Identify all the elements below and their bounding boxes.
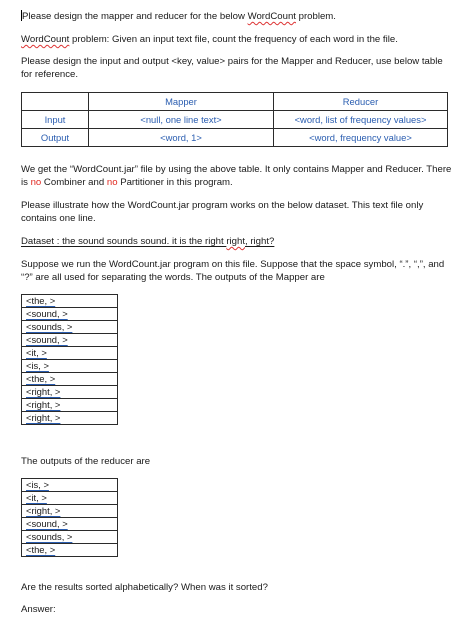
table-row: <it, >: [22, 492, 118, 505]
table-row: <is, >: [22, 360, 118, 373]
design-instructions: Please design the input and output <key, value> pairs for the Mapper and Reducer, use below table for reference.: [21, 56, 443, 80]
intro-paragraph: Please design the mapper and reducer for the below WordCount problem.: [22, 11, 336, 22]
table-header-cell: [22, 93, 89, 111]
spellcheck-word: WordCount: [21, 34, 70, 45]
table-row: <right, >: [22, 412, 118, 425]
reducer-outputs-table: [21, 478, 118, 557]
wordcount-jar-paragraph: We get the “WordCount.jar” file by using the above table. It only contains Mapper and Reducer. There is no Combiner and no Partitioner in this program.: [21, 164, 452, 188]
table-row: <sound, >: [22, 334, 118, 347]
cell-mapper-output: <word, 1>: [89, 129, 274, 147]
highlight-no: no: [106, 177, 118, 188]
table-row: <the, >: [22, 373, 118, 386]
row-label: Input: [22, 111, 89, 129]
dataset-line: Dataset : the sound sounds sound. it is the right right, right?: [21, 236, 275, 247]
table-row: <the, >: [22, 295, 118, 308]
table-row: <is, >: [22, 479, 118, 492]
table-row: <it, >: [22, 347, 118, 360]
table-row: <sound, >: [22, 308, 118, 321]
table-row: <right, >: [22, 505, 118, 518]
table-row: <sounds, >: [22, 321, 118, 334]
table-row: <right, >: [22, 399, 118, 412]
mapper-reducer-table: [21, 92, 448, 147]
dataset-label: Dataset :: [21, 236, 60, 247]
cell-reducer-output: <word, frequency value>: [274, 129, 448, 147]
table-row: <the, >: [22, 544, 118, 557]
suppose-paragraph: Suppose we run the WordCount.jar program on this file. Suppose that the space symbol, “.”, “,”, and “?” are all used for separating the words. The outputs of the Mapper are: [21, 259, 445, 283]
table-row: [22, 129, 448, 147]
problem-statement: WordCount problem: Given an input text file, count the frequency of each word in the file.: [21, 34, 398, 45]
table-row: <sound, >: [22, 518, 118, 531]
answer-label: Answer:: [21, 604, 56, 615]
table-header-mapper: Mapper: [89, 93, 274, 111]
mapper-outputs-table: [21, 294, 118, 425]
question-text: Are the results sorted alphabetically? When was it sorted?: [21, 582, 268, 593]
spellcheck-word: WordCount: [247, 11, 296, 22]
table-header-reducer: Reducer: [274, 93, 448, 111]
cell-reducer-input: <word, list of frequency values>: [274, 111, 448, 129]
table-row: <sounds, >: [22, 531, 118, 544]
spellcheck-word: right: [226, 236, 246, 247]
illustrate-paragraph: Please illustrate how the WordCount.jar program works on the below dataset. This text file only contains one line.: [21, 200, 424, 224]
reducer-outputs-caption: The outputs of the reducer are: [21, 456, 151, 467]
highlight-no: no: [30, 177, 42, 188]
table-header-row: [22, 93, 448, 111]
table-row: <right, >: [22, 386, 118, 399]
cell-mapper-input: <null, one line text>: [89, 111, 274, 129]
table-row: [22, 111, 448, 129]
row-label: Output: [22, 129, 89, 147]
